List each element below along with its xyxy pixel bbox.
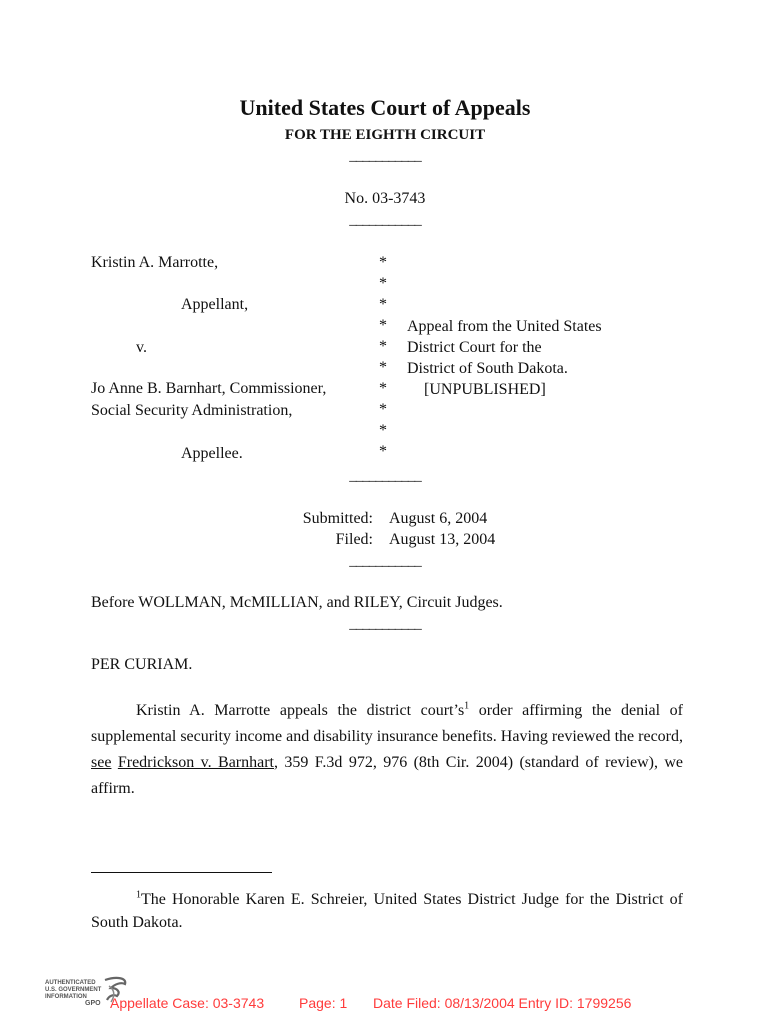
filed-label: Filed: (335, 531, 373, 548)
dates-labels (250, 508, 373, 550)
appellant-role: Appellant, (181, 296, 249, 313)
dates-values (389, 508, 495, 550)
opinion-text-2: order affirming the denial of supplemental security income and disability insurance benefits. Having reviewed the record, (91, 702, 683, 745)
appeal-from-line: Appeal from the United States (407, 318, 602, 335)
unpublished-label: [UNPUBLISHED] (424, 381, 546, 398)
appeal-from-line: District of South Dakota. (407, 360, 568, 377)
gpo-mark: GPO (85, 1000, 101, 1007)
appellee-line-1: Jo Anne B. Barnhart, Commissioner, (91, 380, 327, 397)
caption-star: * (379, 296, 387, 313)
submitted-date: August 6, 2004 (389, 510, 488, 527)
separator-1: ___________ (349, 148, 421, 164)
caption-stars (379, 252, 387, 462)
caption-star: * (379, 317, 387, 334)
footer-date-filed: Date Filed: 08/13/2004 Entry ID: 1799256 (373, 995, 632, 1011)
appellee-role: Appellee. (181, 445, 243, 462)
caption-star: * (379, 443, 387, 460)
separator-3: ___________ (349, 468, 421, 484)
footer-page: Page: 1 (299, 995, 348, 1011)
appellee-line-2: Social Security Administration, (91, 402, 293, 419)
caption-star: * (379, 338, 387, 355)
caption-star: * (379, 422, 387, 439)
footnote-marker: 1 (136, 889, 141, 901)
caption-star: * (379, 275, 387, 292)
caption-star: * (379, 359, 387, 376)
footer-case-number: Appellate Case: 03-3743 (110, 995, 265, 1011)
see-signal: see (91, 754, 112, 771)
appeal-from-block (407, 316, 602, 400)
opinion-text-3: , 359 F.3d 972, 976 (8th Cir. 2004) (standard of review), we affirm. (91, 754, 684, 797)
footnote-text: The Honorable Karen E. Schreier, United States District Judge for the District of South Dakota. (91, 891, 683, 931)
versus: v. (136, 339, 147, 356)
opinion-text-1: Kristin A. Marrotte appeals the district court’s (136, 702, 465, 719)
separator-4: ___________ (349, 553, 421, 569)
filed-date: August 13, 2004 (389, 531, 496, 548)
caption-star: * (379, 380, 387, 397)
logo-line: INFORMATION (45, 994, 87, 1000)
submitted-label: Submitted: (302, 510, 373, 527)
logo-line: AUTHENTICATED (45, 980, 96, 986)
court-name: United States Court of Appeals (239, 95, 531, 120)
opinion-paragraph (91, 698, 683, 802)
appeal-from-line: District Court for the (407, 339, 542, 356)
appellant-name: Kristin A. Marrotte, (91, 254, 219, 271)
footnote (91, 888, 683, 934)
separator-2: ___________ (349, 212, 421, 228)
footnote-reference: 1 (464, 700, 470, 712)
caption-star: * (379, 401, 387, 418)
circuit-name: FOR THE EIGHTH CIRCUIT (284, 127, 486, 143)
footnote-divider (91, 872, 272, 873)
caption-star: * (379, 254, 387, 271)
panel-judges: Before WOLLMAN, McMILLIAN, and RILEY, Circuit Judges. (91, 594, 503, 611)
case-number: No. 03-3743 (344, 190, 426, 207)
case-citation: Fredrickson v. Barnhart (117, 754, 275, 771)
separator-5: ___________ (349, 616, 421, 632)
per-curiam-heading: PER CURIAM. (91, 656, 193, 673)
logo-line: U.S. GOVERNMENT (45, 987, 102, 993)
